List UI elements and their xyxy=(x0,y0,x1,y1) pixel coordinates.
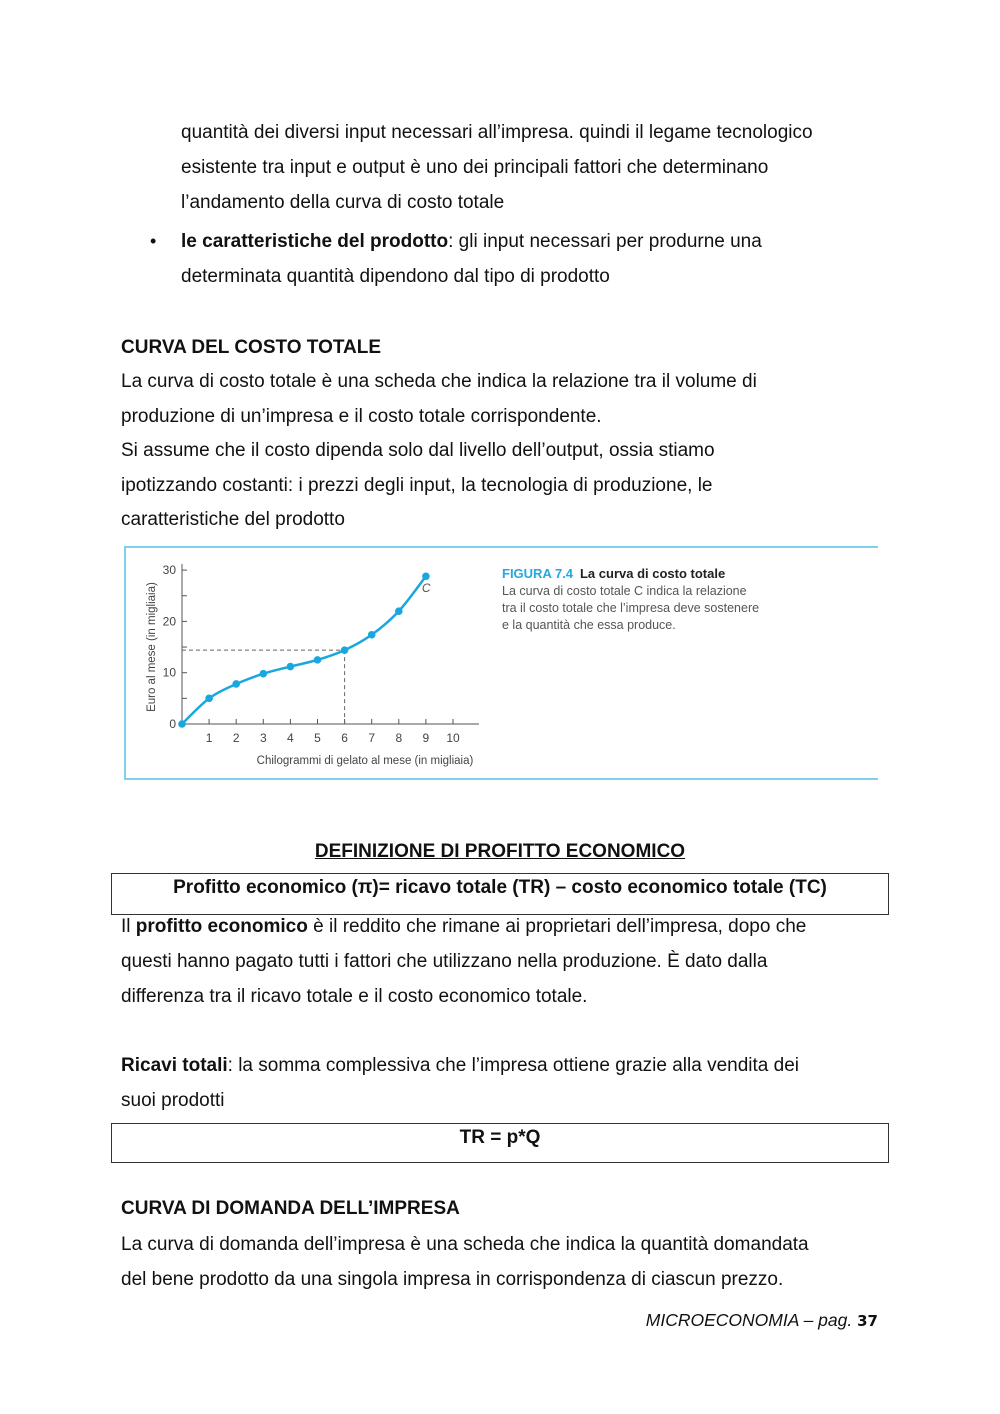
profit-rest: è il reddito che rimane ai proprietari dell’impresa, dopo che xyxy=(307,916,807,937)
x-tick-label: 5 xyxy=(314,731,321,745)
costo-paragraph-line-5: caratteristiche del prodotto xyxy=(121,509,345,530)
data-point xyxy=(205,695,213,703)
y-tick-label: 20 xyxy=(162,614,176,629)
figure-caption-line-1: La curva di costo totale C indica la relazione xyxy=(502,584,747,598)
x-tick-label: 10 xyxy=(446,731,460,745)
intro-line-1: quantità dei diversi input necessari all’impresa. quindi il legame tecnologico xyxy=(181,122,813,143)
costo-paragraph-line-3: Si assume che il costo dipenda solo dal livello dell’output, ossia stiamo xyxy=(121,440,715,461)
y-tick-label: 30 xyxy=(162,563,176,578)
figure-caption xyxy=(502,565,759,634)
profit-bold-term: profitto economico xyxy=(135,916,308,937)
chart-y-axis-label: Euro al mese (in migliaia) xyxy=(146,582,158,712)
data-point xyxy=(287,663,295,671)
section-heading-domanda: CURVA DI DOMANDA DELL’IMPRESA xyxy=(121,1198,460,1219)
footer-label: MICROECONOMIA – pag. xyxy=(645,1310,853,1330)
data-point xyxy=(178,720,186,728)
profit-paragraph-line-3: differenza tra il ricavo totale e il costo economico totale. xyxy=(121,986,588,1007)
data-point xyxy=(314,656,322,664)
figure-caption-line-3: e la quantità che essa produce. xyxy=(502,618,676,632)
y-tick-label: 0 xyxy=(169,717,176,731)
x-tick-label: 6 xyxy=(341,731,348,745)
figure-caption-line-2: tra il costo totale che l’impresa deve sostenere xyxy=(502,601,760,615)
section-heading-costo-totale: CURVA DEL COSTO TOTALE xyxy=(121,337,382,358)
data-point xyxy=(368,631,376,639)
costo-paragraph-line-4: ipotizzando costanti: i prezzi degli input, la tecnologia di produzione, le xyxy=(121,475,713,496)
domanda-paragraph-line-1: La curva di domanda dell’impresa è una scheda che indica la quantità domandata xyxy=(121,1234,809,1255)
page-footer xyxy=(646,1310,878,1331)
bullet-bold-term: le caratteristiche del prodotto xyxy=(181,231,449,252)
x-tick-label: 9 xyxy=(422,731,430,745)
page-number: 37 xyxy=(857,1312,878,1330)
revenue-paragraph-line-1 xyxy=(121,1054,799,1078)
chart-series-label: C xyxy=(421,581,431,596)
bullet-symbol: • xyxy=(150,231,157,251)
costo-paragraph-line-2: produzione di un’impresa e il costo totale corrispondente. xyxy=(121,406,602,427)
data-point xyxy=(395,607,403,615)
figure-title: La curva di costo totale xyxy=(579,566,726,581)
x-tick-label: 1 xyxy=(205,731,213,745)
x-tick-label: 8 xyxy=(395,731,403,745)
data-point xyxy=(232,680,240,688)
section-heading-profitto: DEFINIZIONE DI PROFITTO ECONOMICO xyxy=(314,841,686,862)
profit-paragraph-line-1 xyxy=(121,915,806,939)
profit-paragraph-line-2: questi hanno pagato tutti i fattori che utilizzano nella produzione. È dato dalla xyxy=(121,951,768,972)
x-tick-label: 4 xyxy=(287,731,294,745)
chart-axes xyxy=(182,564,479,724)
domanda-paragraph-line-2: del bene prodotto da una singola impresa in corrispondenza di ciascun prezzo. xyxy=(121,1269,784,1290)
revenue-paragraph-line-2: suoi prodotti xyxy=(121,1090,225,1111)
costo-paragraph-line-1: La curva di costo totale è una scheda che indica la relazione tra il volume di xyxy=(121,371,757,392)
revenue-bold-term: Ricavi totali xyxy=(121,1055,228,1076)
intro-line-3: l’andamento della curva di costo totale xyxy=(181,192,505,213)
intro-line-2: esistente tra input e output è uno dei principali fattori che determinano xyxy=(181,157,769,178)
total-cost-chart xyxy=(124,548,494,778)
y-tick-label: 10 xyxy=(162,665,176,680)
bullet-rest: : gli input necessari per produrne una xyxy=(448,231,762,252)
profit-pre: Il xyxy=(121,916,136,937)
figure-number: FIGURA 7.4 xyxy=(502,566,574,581)
data-point xyxy=(422,572,430,580)
x-tick-label: 3 xyxy=(259,731,267,745)
data-point xyxy=(260,670,268,678)
revenue-formula-box: TR = p*Q xyxy=(111,1123,889,1163)
x-tick-label: 7 xyxy=(368,731,376,745)
profit-formula-box: Profitto economico (π)= ricavo totale (TR) – costo economico totale (TC) xyxy=(111,873,889,915)
data-point xyxy=(341,646,349,654)
figure-bottom-border xyxy=(124,778,878,780)
revenue-rest: : la somma complessiva che l’impresa ottiene grazie alla vendita dei xyxy=(227,1055,799,1076)
bullet-line-2: determinata quantità dipendono dal tipo di prodotto xyxy=(181,266,610,287)
x-tick-label: 2 xyxy=(232,731,240,745)
chart-x-axis-label: Chilogrammi di gelato al mese (in migliaia) xyxy=(256,755,474,767)
bullet-item xyxy=(181,230,762,254)
